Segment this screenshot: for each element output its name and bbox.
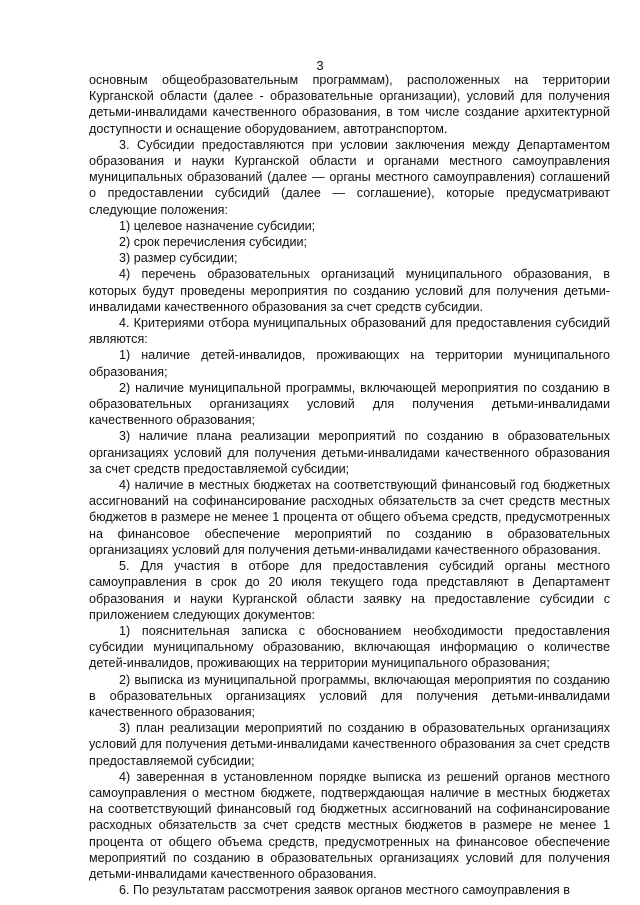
paragraph: 3. Субсидии предоставляются при условии заключения между Департаментом образования и науки Курганской области и органами местного самоуправления муниципальных образований (далее — органы местного самоуправления) соглашений о предоставлении субсидий (далее — соглашение), которые предусматривают следующие положения:	[89, 137, 610, 217]
list-item: 2) наличие муниципальной программы, включающей мероприятия по созданию в образовательных организациях условий для получения детьми-инвалидами качественного образования;	[89, 380, 610, 428]
list-item: 1) целевое назначение субсидии;	[119, 218, 316, 233]
document-body	[89, 72, 610, 898]
list-item: 2) выписка из муниципальной программы, включающая мероприятия по созданию в образовательных организациях условий для получения детьми-инвалидами качественного образования;	[89, 672, 610, 719]
paragraph: 5. Для участия в отборе для предоставления субсидий органы местного самоуправления в срок до 20 июля текущего года представляют в Департамент образования и науки Курганской области заявку на предоставление субсидии с приложением следующих документов:	[89, 559, 610, 622]
list-item: 3) наличие плана реализации мероприятий по созданию в образовательных организациях условий для получения детьми-инвалидами качественного образования за счет средств предоставляемой субсидии;	[89, 429, 610, 476]
page-number: 3	[316, 58, 324, 73]
paragraph: 6. По результатам рассмотрения заявок органов местного самоуправления в	[119, 883, 570, 898]
paragraph: 4. Критериями отбора муниципальных образований для предоставления субсидий являются:	[89, 316, 610, 347]
list-item: 1) пояснительная записка с обоснованием необходимости предоставления субсидии муниципальному образованию, включающая информацию о количестве детей-инвалидов, проживающих на территории муниципального образования;	[89, 623, 610, 671]
list-item: 3) размер субсидии;	[119, 251, 238, 266]
list-item: 3) план реализации мероприятий по созданию в образовательных организациях условий для получения детьми-инвалидами качественного образования за счет средств предоставляемой субсидии;	[89, 721, 610, 768]
list-item: 4) заверенная в установленном порядке выписка из решений органов местного самоуправления о местном бюджете, подтверждающая наличие в местных бюджетах на соответствующий финансовый год бюджетных ассигнований на софинансирование расходных обязательств за счет средств местных бюджетов в размере не менее 1 процента от общего объема средств, предусмотренных на финансовое обеспечение мероприятий по созданию в образовательных организациях условий для получения детьми-инвалидами качественного образования.	[89, 769, 610, 881]
paragraph: основным общеобразовательным программам), расположенных на территории Курганской области (далее - образовательные организации), условий для получения детьми-инвалидами качественного образования, в том числе создание архитектурной доступности и оснащение оборудованием, автотранспортом.	[89, 73, 610, 136]
list-item: 4) наличие в местных бюджетах на соответствующий финансовый год бюджетных ассигнований на софинансирование расходных обязательств за счет средств местных бюджетов в размере не менее 1 процента от общего объема средств, предусмотренных на финансовое обеспечение мероприятий по созданию в образовательных организациях условий для получения детьми-инвалидами качественного образования.	[89, 478, 610, 557]
list-item: 1) наличие детей-инвалидов, проживающих на территории муниципального образования;	[89, 348, 610, 379]
list-item: 4) перечень образовательных организаций муниципального образования, в которых будут проведены мероприятия по созданию условий для получения детьми-инвалидами качественного образования за счет средств субсидии.	[89, 267, 610, 314]
list-item: 2) срок перечисления субсидии;	[119, 235, 308, 250]
